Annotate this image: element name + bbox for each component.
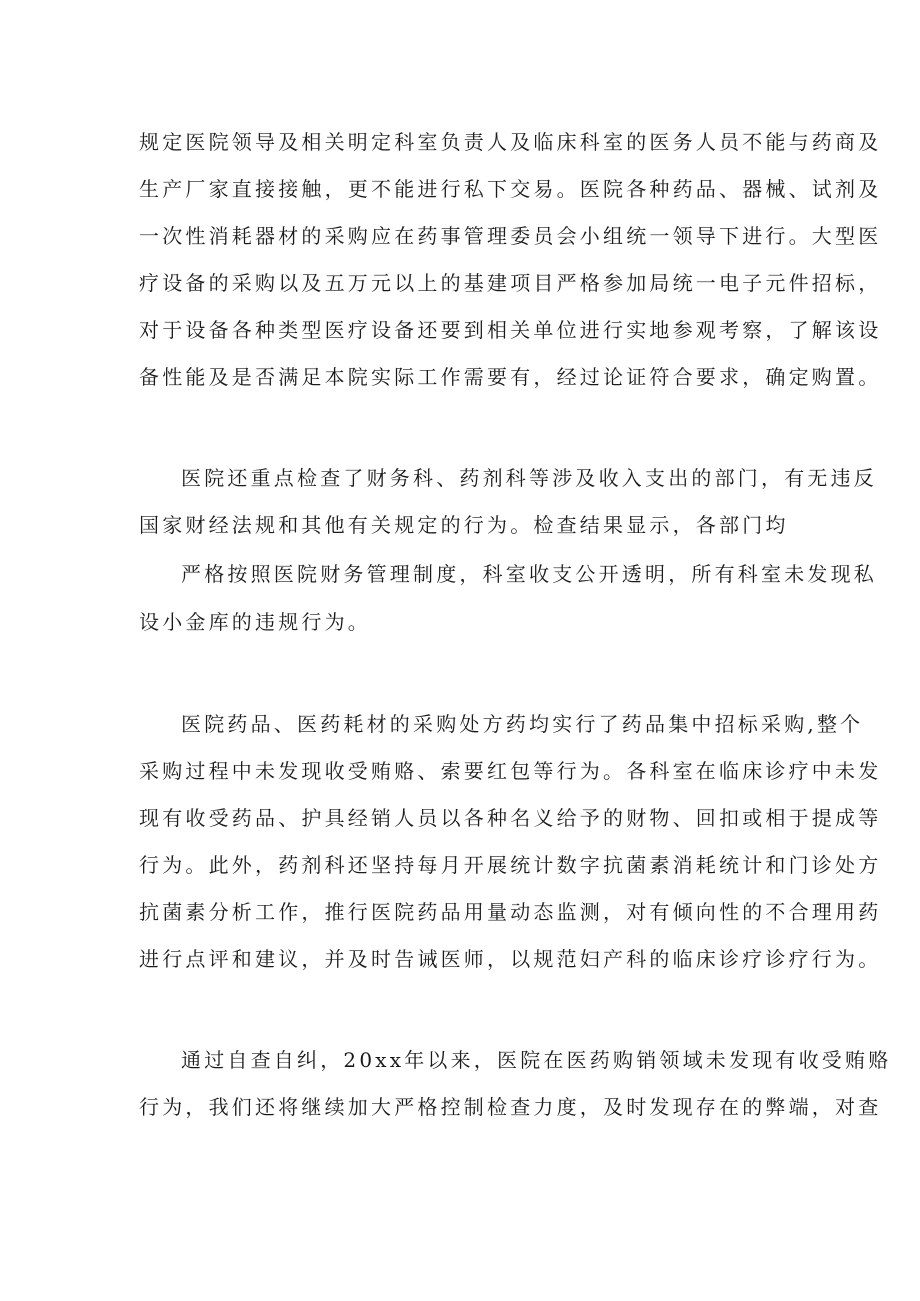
paragraph-4-line-2: 行为，我们还将继续加大严格控制检查力度，及时发现存在的弊端，对查 xyxy=(139,1095,882,1119)
paragraph-1-line-4: 疗设备的采购以及五万元以上的基建项目严格参加局统一电子元件招标， xyxy=(139,271,882,295)
paragraph-2-line-4: 设小金库的违规行为。 xyxy=(139,610,371,634)
paragraph-1-line-3: 一次性消耗器材的采购应在药事管理委员会小组统一领导下进行。大型医 xyxy=(139,224,882,248)
paragraph-2-line-1: 医院还重点检查了财务科、药剂科等涉及收入支出的部门，有无违反 xyxy=(181,466,877,490)
paragraph-4-line-1: 通过自查自纠，20xx年以来，医院在医药购销领域未发现有收受贿赂 xyxy=(181,1048,892,1072)
paragraph-3-line-6: 进行点评和建议，并及时告诫医师，以规范妇产科的临床诊疗诊疗行为。 xyxy=(139,947,882,971)
paragraph-3-line-5: 抗菌素分析工作，推行医院药品用量动态监测，对有倾向性的不合理用药 xyxy=(139,900,882,924)
paragraph-3-line-2: 采购过程中未发现收受贿赂、索要红包等行为。各科室在临床诊疗中未发 xyxy=(139,759,882,783)
paragraph-2-line-3: 严格按照医院财务管理制度，科室收支公开透明，所有科室未发现私 xyxy=(181,562,877,586)
paragraph-3-line-1: 医院药品、医药耗材的采购处方药均实行了药品集中招标采购,整个 xyxy=(181,712,864,736)
paragraph-1-line-2: 生产厂家直接接触，更不能进行私下交易。医院各种药品、器械、试剂及 xyxy=(139,177,882,201)
paragraph-3-line-3: 现有收受药品、护具经销人员以各种名义给予的财物、回扣或相于提成等 xyxy=(139,806,882,830)
paragraph-1-line-1: 规定医院领导及相关明定科室负责人及临床科室的医务人员不能与药商及 xyxy=(139,130,882,154)
paragraph-3-line-4: 行为。此外，药剂科还坚持每月开展统计数字抗菌素消耗统计和门诊处方 xyxy=(139,853,882,877)
paragraph-1-line-5: 对于设备各种类型医疗设备还要到相关单位进行实地参观考察，了解该设 xyxy=(139,318,882,342)
paragraph-2-line-2: 国家财经法规和其他有关规定的行为。检查结果显示，各部门均 xyxy=(139,513,789,537)
paragraph-1-line-6: 备性能及是否满足本院实际工作需要有，经过论证符合要求，确定购置。 xyxy=(139,365,882,389)
